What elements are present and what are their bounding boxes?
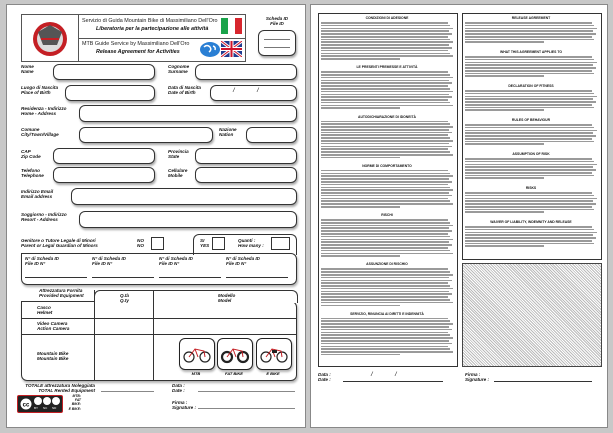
terms-section-body	[321, 318, 453, 357]
date-label: Data : Date :	[172, 383, 185, 394]
guardian-no-checkbox[interactable]	[151, 237, 164, 250]
right-signature-field[interactable]	[494, 381, 592, 382]
minor-file-id-field-1[interactable]	[25, 277, 87, 278]
date-of-birth-field[interactable]: / /	[210, 85, 297, 101]
right-date-label: Data : Date :	[318, 372, 331, 383]
terms-section-body	[321, 170, 453, 209]
telephone-label: Telefono Telephone	[21, 168, 44, 179]
terms-section-heading: SERVIZIO, RINUNCIA AI DIRITTI E INDENNITÀ	[350, 311, 424, 316]
mtb-option[interactable]	[179, 338, 215, 370]
scheda-id-label: Scheda ID File ID	[265, 16, 289, 27]
state-field[interactable]	[195, 148, 297, 164]
date-of-birth-label: Data di Nascita Date of Birth	[168, 85, 201, 96]
resort-address-field[interactable]	[79, 211, 297, 228]
cc-nd-icon	[52, 397, 60, 405]
minor-file-ids-box	[21, 253, 297, 285]
terms-section-heading: DECLARATION OF FITNESS	[508, 84, 554, 88]
terms-section-body	[465, 90, 597, 112]
terms-section-heading: ASSUNZIONE DI RISCHIO	[366, 262, 408, 267]
state-label: Provincia State	[168, 149, 189, 160]
right-date-field[interactable]	[343, 381, 443, 382]
name-label: Nome Name	[21, 64, 34, 75]
terms-section-body	[321, 22, 453, 61]
place-of-birth-field[interactable]	[65, 85, 155, 101]
terms-section-heading: LE PRESENTI PREMESSE E ATTIVITÀ	[356, 65, 418, 70]
minor-file-id-label-2: N° di Scheda ID File ID N°	[92, 256, 127, 267]
title-italian: Servizio di Guida Mountain Bike di Massimiliano Dell'Oro	[82, 18, 218, 24]
terms-section-heading: NORME DI COMPORTAMENTO	[362, 163, 412, 168]
how-many-label: Quanti : How many :	[238, 238, 264, 249]
minor-file-id-label-1: N° di Scheda ID File ID N°	[25, 256, 60, 267]
resort-address-label: Soggiorno - Indirizzo Resort - Address	[21, 212, 67, 223]
total-rented-label: TOTALE attrezzatura Noleggiata TOTAL Rented Equipment	[25, 383, 95, 394]
right-signature-label: Firma : Signature :	[465, 372, 489, 383]
fat-bike-option[interactable]	[217, 338, 253, 370]
svg-text:cc: cc	[22, 402, 30, 409]
nation-label: Nazione Nation	[219, 127, 237, 138]
cc-by-icon	[34, 397, 42, 405]
terms-section-heading: RULES OF BEHAVIOUR	[511, 118, 551, 122]
header-row-italian	[78, 15, 245, 39]
terms-section-heading: RISKS	[525, 186, 537, 190]
terms-section-body	[321, 71, 453, 110]
zip-code-field[interactable]	[53, 148, 155, 164]
e-bike-icon	[257, 339, 291, 369]
subtitle-italian: Liberatoria per la partecipazione alle attività	[96, 26, 209, 32]
email-field[interactable]	[71, 188, 297, 205]
mountain-bike-label: Mountain Bike Mountain Bike	[37, 351, 69, 362]
place-of-birth-label: Luogo di Nascita Place of Birth	[21, 85, 59, 96]
terms-section-body	[465, 192, 597, 214]
e-bike-label: E BIKE	[266, 371, 280, 376]
registration-form-page	[6, 4, 306, 428]
name-field[interactable]	[53, 64, 155, 80]
date-field[interactable]	[198, 391, 295, 392]
guardian-yes-checkbox[interactable]	[212, 237, 225, 250]
terms-section-heading: RISCHI	[381, 213, 393, 218]
cc-nc-icon	[43, 397, 51, 405]
terms-section-body	[321, 121, 453, 160]
surname-label: Cognome Surname	[168, 64, 190, 75]
minor-file-id-field-4[interactable]	[226, 277, 288, 278]
subtitle-english: Release Agreement for Activities	[96, 49, 180, 55]
qty-header: Q.tà Q.ty	[120, 293, 129, 304]
guardian-yes-label: SI YES	[200, 238, 210, 249]
terms-section-body	[465, 158, 597, 180]
zip-code-label: CAP Zip Code	[21, 149, 41, 160]
mobile-label: Cellulare Mobile	[168, 168, 188, 179]
uk-flag-icon	[221, 41, 242, 57]
mtb-label: MTB	[191, 371, 201, 376]
guardian-label: Genitore o Tutore Legale di Minori Parent or Legal Guardian of Minors	[21, 238, 98, 249]
title-english: MTB Guide Service by Massimiliano Dell'Oro	[82, 41, 190, 47]
terms-section-heading: AUTODICHIARAZIONE DI IDONEITÀ	[358, 114, 416, 119]
bike-code-labels: MTB: FAT BIKE: E BIKE:	[68, 394, 81, 411]
fat-bike-label: FAT BIKE	[225, 371, 243, 376]
release-terms-page: CONDIZIONI DI ADESIONE LE PRESENTI PREMESSE E ATTIVITÀ AUTODICHIARAZIONE DI IDONEITÀ NORME DI COMPORTAMENTO RISCHI ASSUNZIONE DI RISCHIO SERVIZIO, RINUNCIA AI DIRITTI E INDENNITÀ RELEASE AGREEMENT WHAT THIS AGREEMENT APPLIES TO DECLARATION OF FITNESS RULES OF BEHAVIOUR ASSUMPTION OF RISK RISKS WAIVER OF LIABILITY, INDEMNITY AND RELEASE Data : Date : / / Firma : Signature :	[310, 4, 608, 428]
e-bike-option[interactable]	[256, 338, 292, 370]
equipment-title: Attrezzatura Fornita Provided Equipment	[39, 288, 84, 299]
terms-section-heading: RELEASE AGREEMENT	[511, 16, 551, 20]
signature-hatched-area	[462, 263, 602, 367]
terms-section-body	[465, 22, 597, 44]
city-label: Comune City/Town/Village	[21, 127, 59, 138]
terms-section-heading: ASSUMPTION OF RISK	[512, 152, 550, 156]
home-address-field[interactable]	[79, 105, 297, 122]
home-address-label: Residenza - Indirizzo Home - Address	[21, 106, 67, 117]
nation-field[interactable]	[246, 127, 297, 143]
model-header: Modello Model	[218, 293, 236, 304]
helmet-label: Casco Helmet	[37, 305, 53, 316]
telephone-field[interactable]	[53, 167, 155, 183]
terms-section-body	[321, 268, 453, 307]
minor-file-id-field-2[interactable]	[92, 277, 154, 278]
minor-file-id-label-4: N° di Scheda ID File ID N°	[226, 256, 261, 267]
minor-file-id-field-3[interactable]	[159, 277, 221, 278]
italy-flag-icon	[221, 18, 242, 34]
mobile-field[interactable]	[195, 167, 297, 183]
email-label: Indirizzo Email Email address	[21, 189, 54, 200]
terms-section-heading: CONDIZIONI DI ADESIONE	[365, 16, 409, 20]
cc-icon	[20, 398, 32, 410]
minor-file-id-label-3: N° di Scheda ID File ID N°	[159, 256, 194, 267]
terms-section-heading: WHAT THIS AGREEMENT APPLIES TO	[500, 50, 562, 54]
creative-commons-badge: cc BY NC ND	[17, 395, 63, 413]
terms-section-body	[465, 56, 597, 78]
city-field[interactable]	[79, 127, 213, 143]
fat-bike-icon	[218, 339, 252, 369]
terms-section-body	[465, 226, 597, 248]
how-many-field[interactable]	[271, 237, 290, 250]
terms-section-body	[321, 219, 453, 258]
form-header	[21, 14, 246, 62]
guardian-no-label: NO NO	[137, 238, 144, 249]
mtb-bike-icon	[180, 339, 214, 369]
signature-label: Firma : Signature :	[172, 400, 196, 411]
globe-icon	[200, 42, 220, 57]
signature-field[interactable]	[198, 408, 295, 409]
file-id-field[interactable]	[258, 30, 296, 56]
surname-field[interactable]	[195, 64, 297, 80]
action-camera-label: Video Camera Action Camera	[37, 321, 70, 332]
terms-section-body	[465, 124, 597, 146]
header-row-english	[78, 38, 245, 61]
total-rented-field[interactable]	[101, 391, 154, 392]
logo	[22, 15, 79, 61]
terms-section-heading: WAIVER OF LIABILITY, INDEMNITY AND RELEASE	[490, 220, 572, 224]
